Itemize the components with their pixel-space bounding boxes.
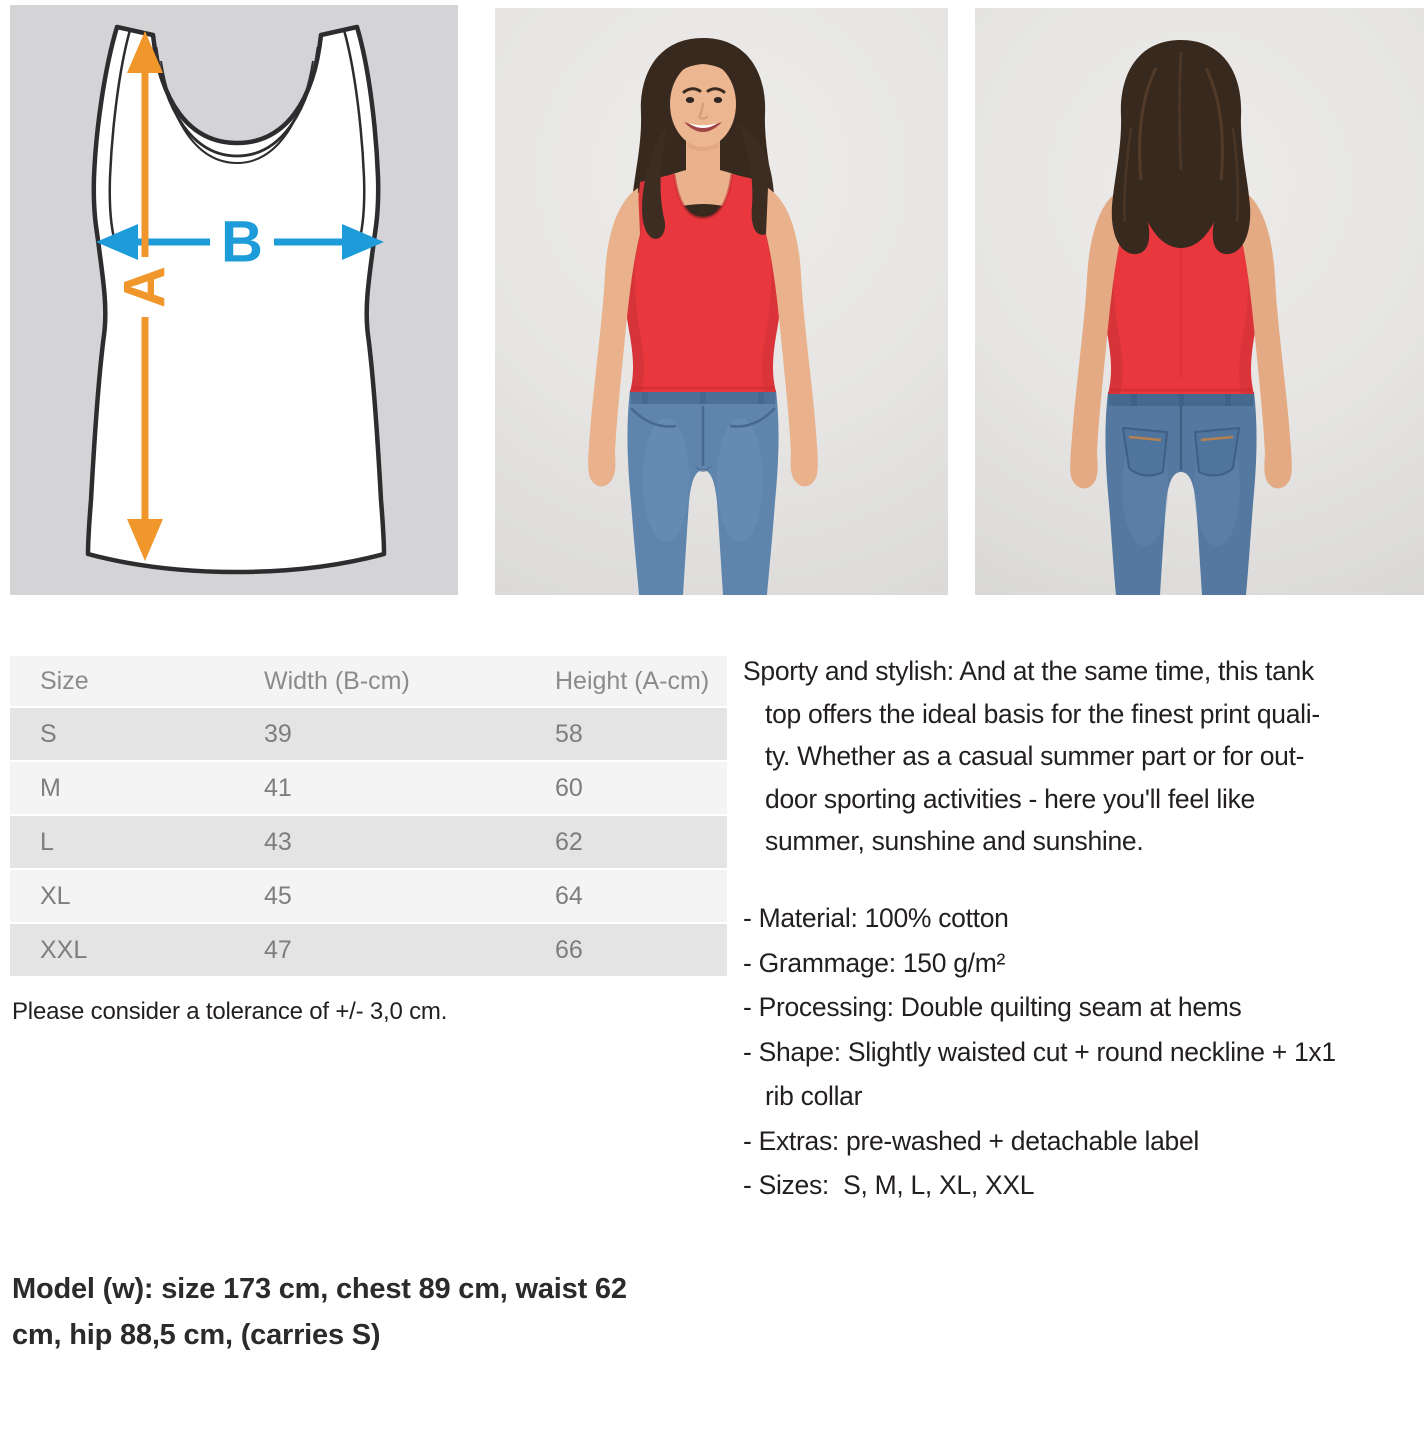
description-line: top offers the ideal basis for the finest print quali-	[765, 698, 1320, 729]
table-header-row	[10, 656, 727, 708]
table-cell: 62	[535, 816, 727, 870]
width-dimension-label: B	[221, 209, 263, 275]
model-info	[12, 1266, 627, 1358]
table-row-xl	[10, 870, 727, 924]
table-cell: XXL	[10, 924, 241, 978]
product-description	[743, 650, 1320, 863]
table-cell: L	[10, 816, 241, 870]
table-cell: M	[10, 762, 241, 816]
jeans-back	[1105, 392, 1256, 595]
model-info-line: cm, hip 88,5 cm, (carries S)	[12, 1319, 381, 1351]
description-line: Sporty and stylish: And at the same time, this tank	[743, 656, 1314, 686]
size-table	[10, 656, 727, 978]
table-cell: 39	[241, 708, 535, 762]
table-cell: 41	[241, 762, 535, 816]
table-row-m	[10, 762, 727, 816]
description-line: ty. Whether as a casual summer part or for out-	[765, 741, 1305, 771]
table-cell: XL	[10, 870, 241, 924]
detail-material: - Material: 100% cotton	[743, 903, 1009, 933]
table-cell: 64	[535, 870, 727, 924]
table-cell: 60	[535, 762, 727, 816]
table-row-xxl	[10, 924, 727, 978]
table-cell: 66	[535, 924, 727, 978]
column-header-height: Height (A-cm)	[535, 656, 727, 708]
table-cell: 45	[241, 870, 535, 924]
table-row-s	[10, 708, 727, 762]
detail-grammage: - Grammage: 150 g/m²	[743, 947, 1006, 978]
product-details-list	[743, 896, 1336, 1208]
size-diagram-panel	[10, 5, 458, 595]
column-header-size: Size	[10, 656, 241, 708]
model-figure-back	[1070, 40, 1292, 595]
table-cell: 58	[535, 708, 727, 762]
model-photo-back	[975, 8, 1424, 595]
hair-back-view	[1112, 40, 1250, 254]
table-cell: S	[10, 708, 241, 762]
detail-processing: - Processing: Double quilting seam at hems	[743, 992, 1242, 1022]
model-info-line: Model (w): size 173 cm, chest 89 cm, waist 62	[12, 1273, 627, 1305]
back-pocket-right	[1195, 428, 1239, 475]
table-cell: 43	[241, 816, 535, 870]
detail-sizes: - Sizes: S, M, L, XL, XXL	[743, 1170, 1035, 1200]
description-line: door sporting activities - here you'll feel like	[765, 783, 1255, 814]
jeans-front	[627, 390, 778, 595]
model-figure-front	[588, 38, 818, 595]
table-row-l	[10, 816, 727, 870]
back-pocket-left	[1123, 428, 1167, 475]
table-cell: 47	[241, 924, 535, 978]
height-dimension-label: A	[112, 266, 178, 308]
description-line: summer, sunshine and sunshine.	[765, 826, 1144, 856]
detail-shape: - Shape: Slightly waisted cut + round neckline + 1x1	[743, 1036, 1336, 1067]
tank-top-outline-diagram	[10, 5, 458, 595]
detail-extras: - Extras: pre-washed + detachable label	[743, 1125, 1199, 1156]
tolerance-note: Please consider a tolerance of +/- 3,0 cm.	[12, 998, 448, 1025]
column-header-width: Width (B-cm)	[241, 656, 535, 708]
model-photo-front	[495, 8, 948, 595]
detail-shape-continuation: rib collar	[765, 1081, 863, 1111]
